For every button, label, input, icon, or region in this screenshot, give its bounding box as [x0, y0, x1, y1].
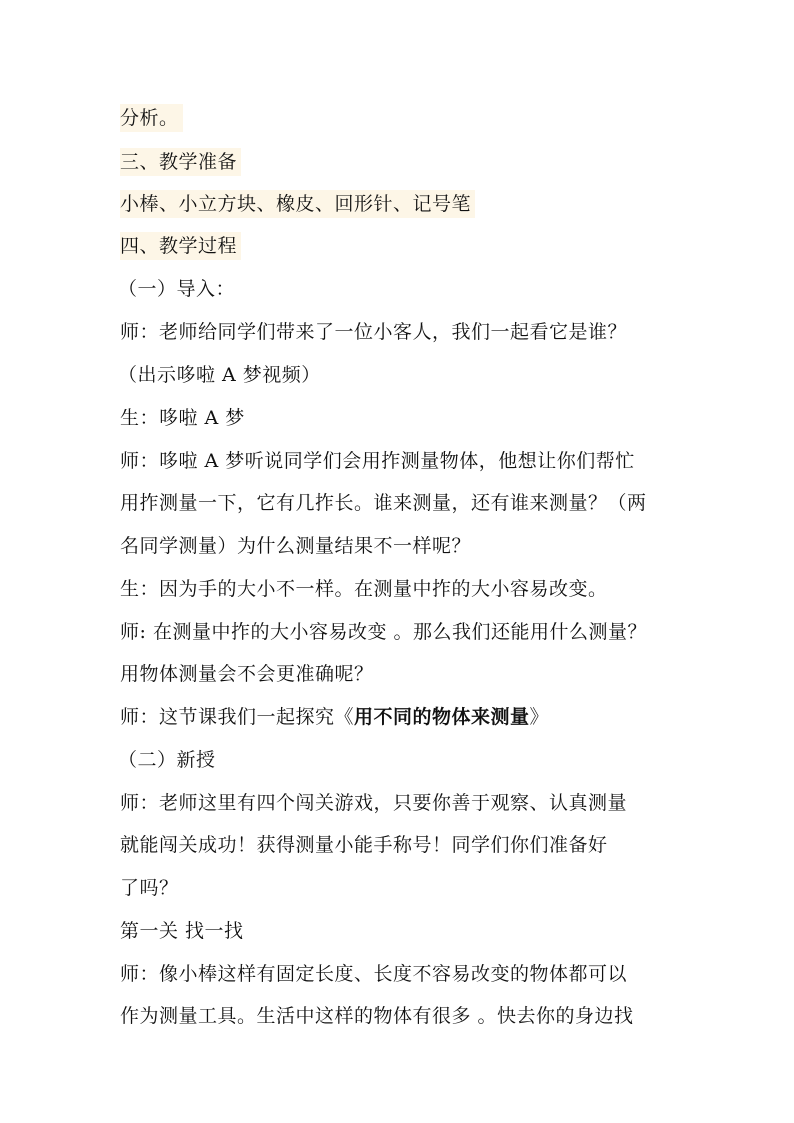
subsection-heading: （二）新授 — [118, 749, 216, 771]
subsection-heading: （一）导入： — [118, 278, 236, 300]
text-line: 生：因为手的大小不一样。在测量中拃的大小容易改变。 — [120, 578, 608, 600]
text-line: 小棒、小立方块、橡皮、回形针、记号笔 — [120, 190, 475, 218]
section-heading: 四、教学过程 — [120, 232, 241, 260]
text-line: 师：老师这里有四个闯关游戏，只要你善于观察、认真测量 — [120, 792, 628, 814]
text-line: 了吗？ — [120, 877, 179, 899]
text-line: 师: 在测量中拃的大小容易改变 。那么我们还能用什么测量？ — [120, 621, 647, 643]
text-line: 名同学测量）为什么测量结果不一样呢？ — [120, 535, 472, 557]
text-line: 就能闯关成功！获得测量小能手称号！同学们你们准备好 — [120, 834, 608, 856]
section-heading: 三、教学准备 — [120, 148, 241, 176]
text-line: （出示哆啦 A 梦视频） — [118, 364, 321, 386]
text-line: 用拃测量一下，它有几拃长。谁来测量，还有谁来测量？（两 — [120, 492, 647, 514]
text-line: 分析。 — [120, 104, 183, 132]
text-line: 师：哆啦 A 梦听说同学们会用拃测量物体，他想让你们帮忙 — [120, 450, 635, 472]
text-line: 生：哆啦 A 梦 — [120, 407, 245, 429]
text-line: 作为测量工具。生活中这样的物体有很多 。快去你的身边找 — [120, 1005, 634, 1027]
text-line — [120, 703, 549, 731]
lesson-title: 用不同的物体来测量 — [354, 706, 530, 728]
text-segment: 》 — [529, 706, 550, 728]
level-heading: 第一关 找一找 — [120, 920, 244, 942]
text-segment: 师：这节课我们一起探究《 — [120, 706, 355, 728]
text-line: 师：老师给同学们带来了一位小客人，我们一起看它是谁？ — [120, 321, 628, 343]
text-line: 用物体测量会不会更准确呢？ — [120, 663, 374, 685]
text-line: 师：像小棒这样有固定长度、长度不容易改变的物体都可以 — [120, 963, 628, 985]
